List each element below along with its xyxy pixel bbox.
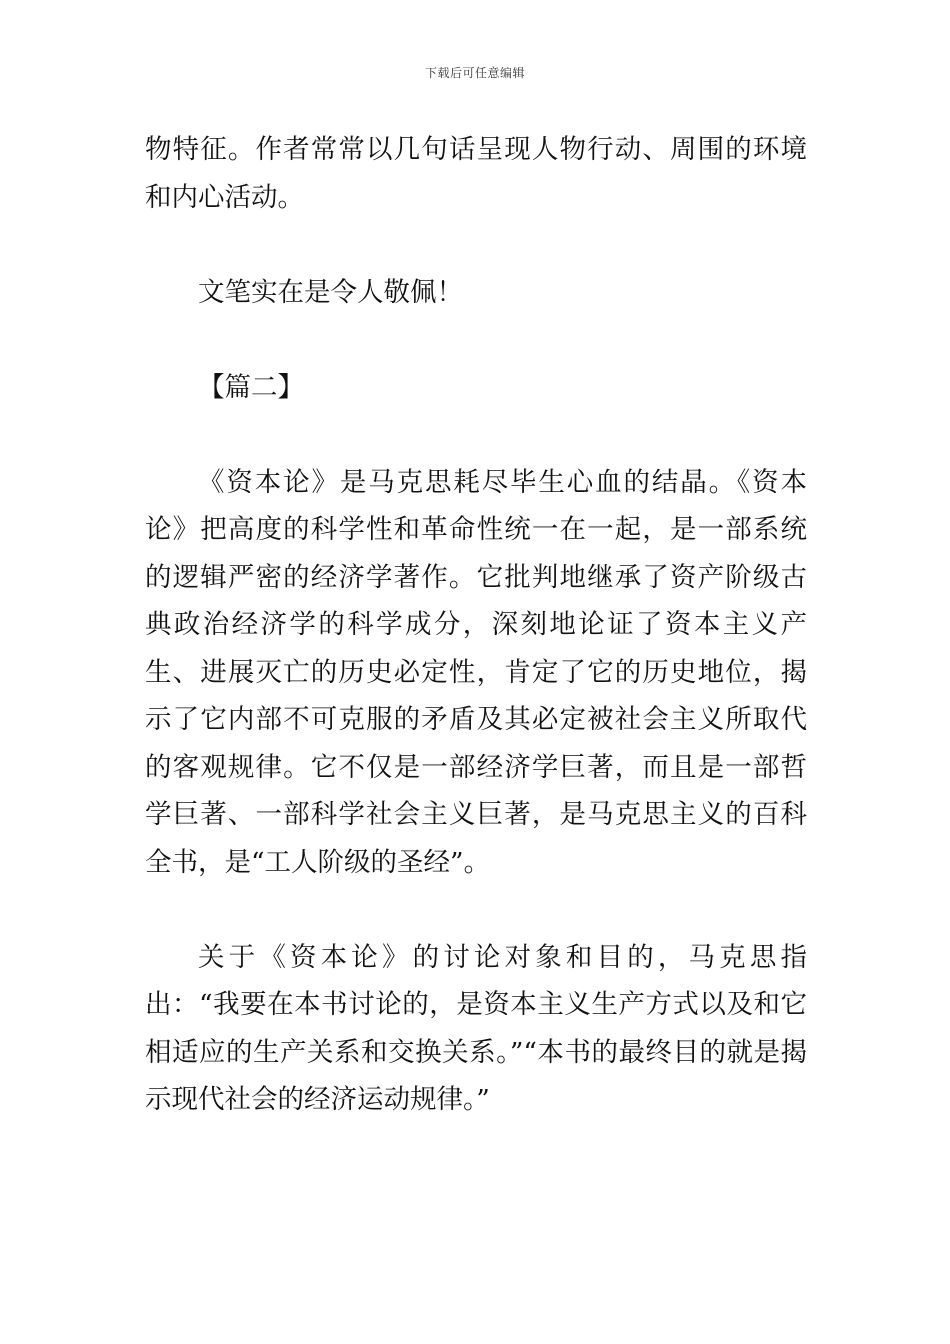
paragraph-gap <box>145 886 807 934</box>
paragraph-capital-intro: 《资本论》是马克思耗尽毕生心血的结晶。《资本论》把高度的科学性和革命性统一在一起，是一部系统的逻辑严密的经济学著作。它批判地继承了资产阶级古典政治经济学的科学成分，深刻地论证了资本主义产生、进展灭亡的历史必定性，肯定了它的历史地位，揭示了它内部不可克服的矛盾及其必定被社会主义所取代的客观规律。它不仅是一部经济学巨著，而且是一部哲学巨著、一部科学社会主义巨著，是马克思主义的百科全书，是“工人阶级的圣经”。 <box>145 466 807 878</box>
paragraph-gap <box>145 411 807 459</box>
paragraph-gap <box>145 221 807 269</box>
page-header: 下载后可任意编辑 <box>424 66 525 80</box>
section-heading: 【篇二】 <box>198 371 304 403</box>
paragraph-admiration: 文笔实在是令人敬佩！ <box>198 276 463 308</box>
paragraph-continuation: 物特征。作者常常以几句话呈现人物行动、周围的环境和内心活动。 <box>145 134 807 213</box>
document-body <box>145 126 807 1124</box>
paragraph-capital-purpose: 关于《资本论》的讨论对象和目的，马克思指出：“我要在本书讨论的，是资本主义生产方式以及和它相适应的生产关系和交换关系。”“本书的最终目的就是揭示现代社会的经济运动规律。” <box>145 941 807 1115</box>
paragraph-gap <box>145 316 807 364</box>
